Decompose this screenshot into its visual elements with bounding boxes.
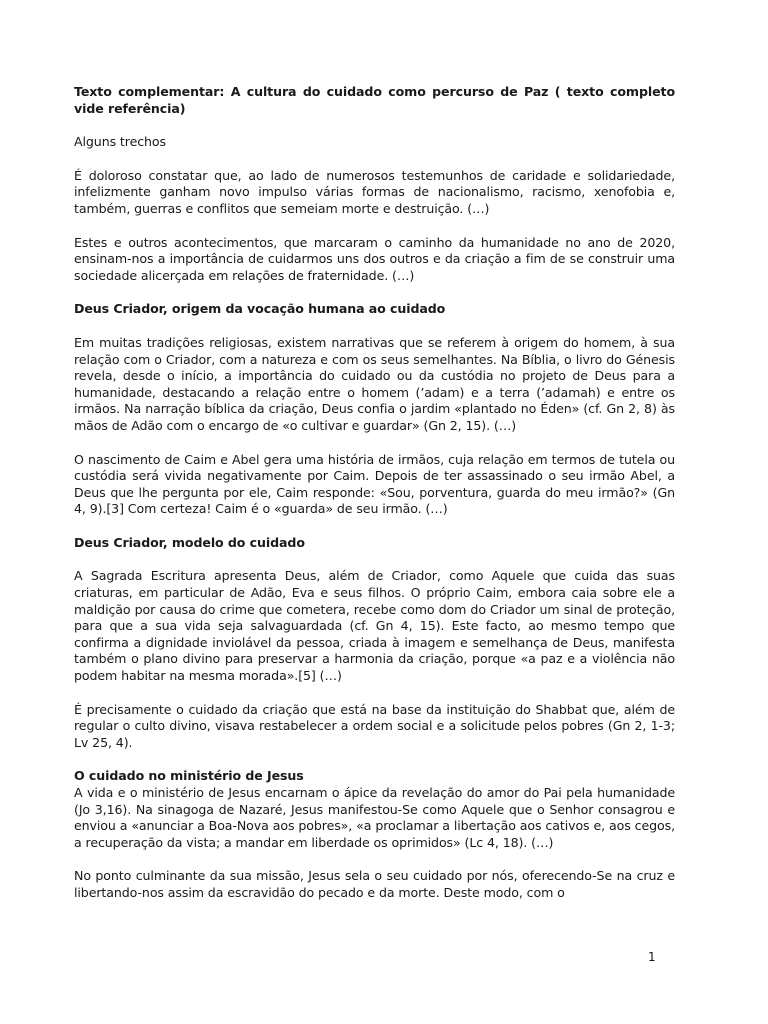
section-heading: Deus Criador, origem da vocação humana ao cuidado	[74, 301, 446, 317]
paragraph: A vida e o ministério de Jesus encarnam o ápice da revelação do amor do Pai pela humanidade (Jo 3,16). Na sinagoga de Nazaré, Jesus manifestou-Se como Aquele que o Senhor consagrou e enviou a «anunciar a Boa-Nova aos pobres», «a proclamar a libertação aos cativos e, aos cegos, a recuperação da vista; a mandar em liberdade os oprimidos» (Lc 4, 18). (…)	[74, 785, 675, 850]
document-page	[74, 84, 675, 919]
section-heading: Deus Criador, modelo do cuidado	[74, 534, 305, 550]
paragraph: Estes e outros acontecimentos, que marcaram o caminho da humanidade no ano de 2020, ensinam-nos a importância de cuidarmos uns dos outros e da criação a fim de se construir uma sociedade alicerçada em relações de fraternidade. (…)	[74, 234, 675, 283]
intro-text: Alguns trechos	[74, 134, 166, 150]
page-number: 1	[648, 950, 656, 964]
paragraph: O nascimento de Caim e Abel gera uma história de irmãos, cuja relação em termos de tutela ou custódia será vivida negativamente por Caim. Depois de ter assassinado o seu irmão Abel, a Deus que lhe pergunta por ele, Caim responde: «Sou, porventura, guarda do meu irmão?» (Gn 4, 9).[3] Com certeza! Caim é o «guarda» de seu irmão. (…)	[74, 451, 675, 517]
paragraph: A Sagrada Escritura apresenta Deus, além de Criador, como Aquele que cuida das suas criaturas, em particular de Adão, Eva e seus filhos. O próprio Caim, embora caia sobre ele a maldição por causa do crime que cometera, recebe como dom do Criador um sinal de proteção, para que a sua vida seja salvaguardada (cf. Gn 4, 15). Este facto, ao mesmo tempo que confirma a dignidade inviolável da pessoa, criada à imagem e semelhança de Deus, manifesta também o plano divino para preservar a harmonia da criação, porque «a paz e a violência não podem habitar na mesma morada».[5] (…)	[74, 568, 675, 684]
paragraph: É doloroso constatar que, ao lado de numerosos testemunhos de caridade e solidariedade, infelizmente ganham novo impulso várias formas de nacionalismo, racismo, xenofobia e, também, guerras e conflitos que semeiam morte e destruição. (…)	[74, 167, 675, 216]
paragraph: No ponto culminante da sua missão, Jesus sela o seu cuidado por nós, oferecendo-Se na cruz e libertando-nos assim da escravidão do pecado e da morte. Deste modo, com o	[74, 868, 675, 900]
paragraph: É precisamente o cuidado da criação que está na base da instituição do Shabbat que, além de regular o culto divino, visava restabelecer a ordem social e a solicitude pelos pobres (Gn 2, 1-3; Lv 25, 4).	[74, 701, 675, 750]
paragraph: Em muitas tradições religiosas, existem narrativas que se referem à origem do homem, à sua relação com o Criador, com a natureza e com os seus semelhantes. Na Bíblia, o livro do Génesis revela, desde o início, a importância do cuidado ou da custódia no projeto de Deus para a humanidade, destacando a relação entre o homem (’adam) e a terra (’adamah) e entre os irmãos. Na narração bíblica da criação, Deus confia o jardim «plantado no Éden» (cf. Gn 2, 8) às mãos de Adão com o encargo de «o cultivar e guardar» (Gn 2, 15). (…)	[74, 334, 675, 433]
document-title: Texto complementar: A cultura do cuidado como percurso de Paz ( texto completo vide referência)	[74, 84, 675, 116]
section-heading: O cuidado no ministério de Jesus	[74, 768, 304, 784]
